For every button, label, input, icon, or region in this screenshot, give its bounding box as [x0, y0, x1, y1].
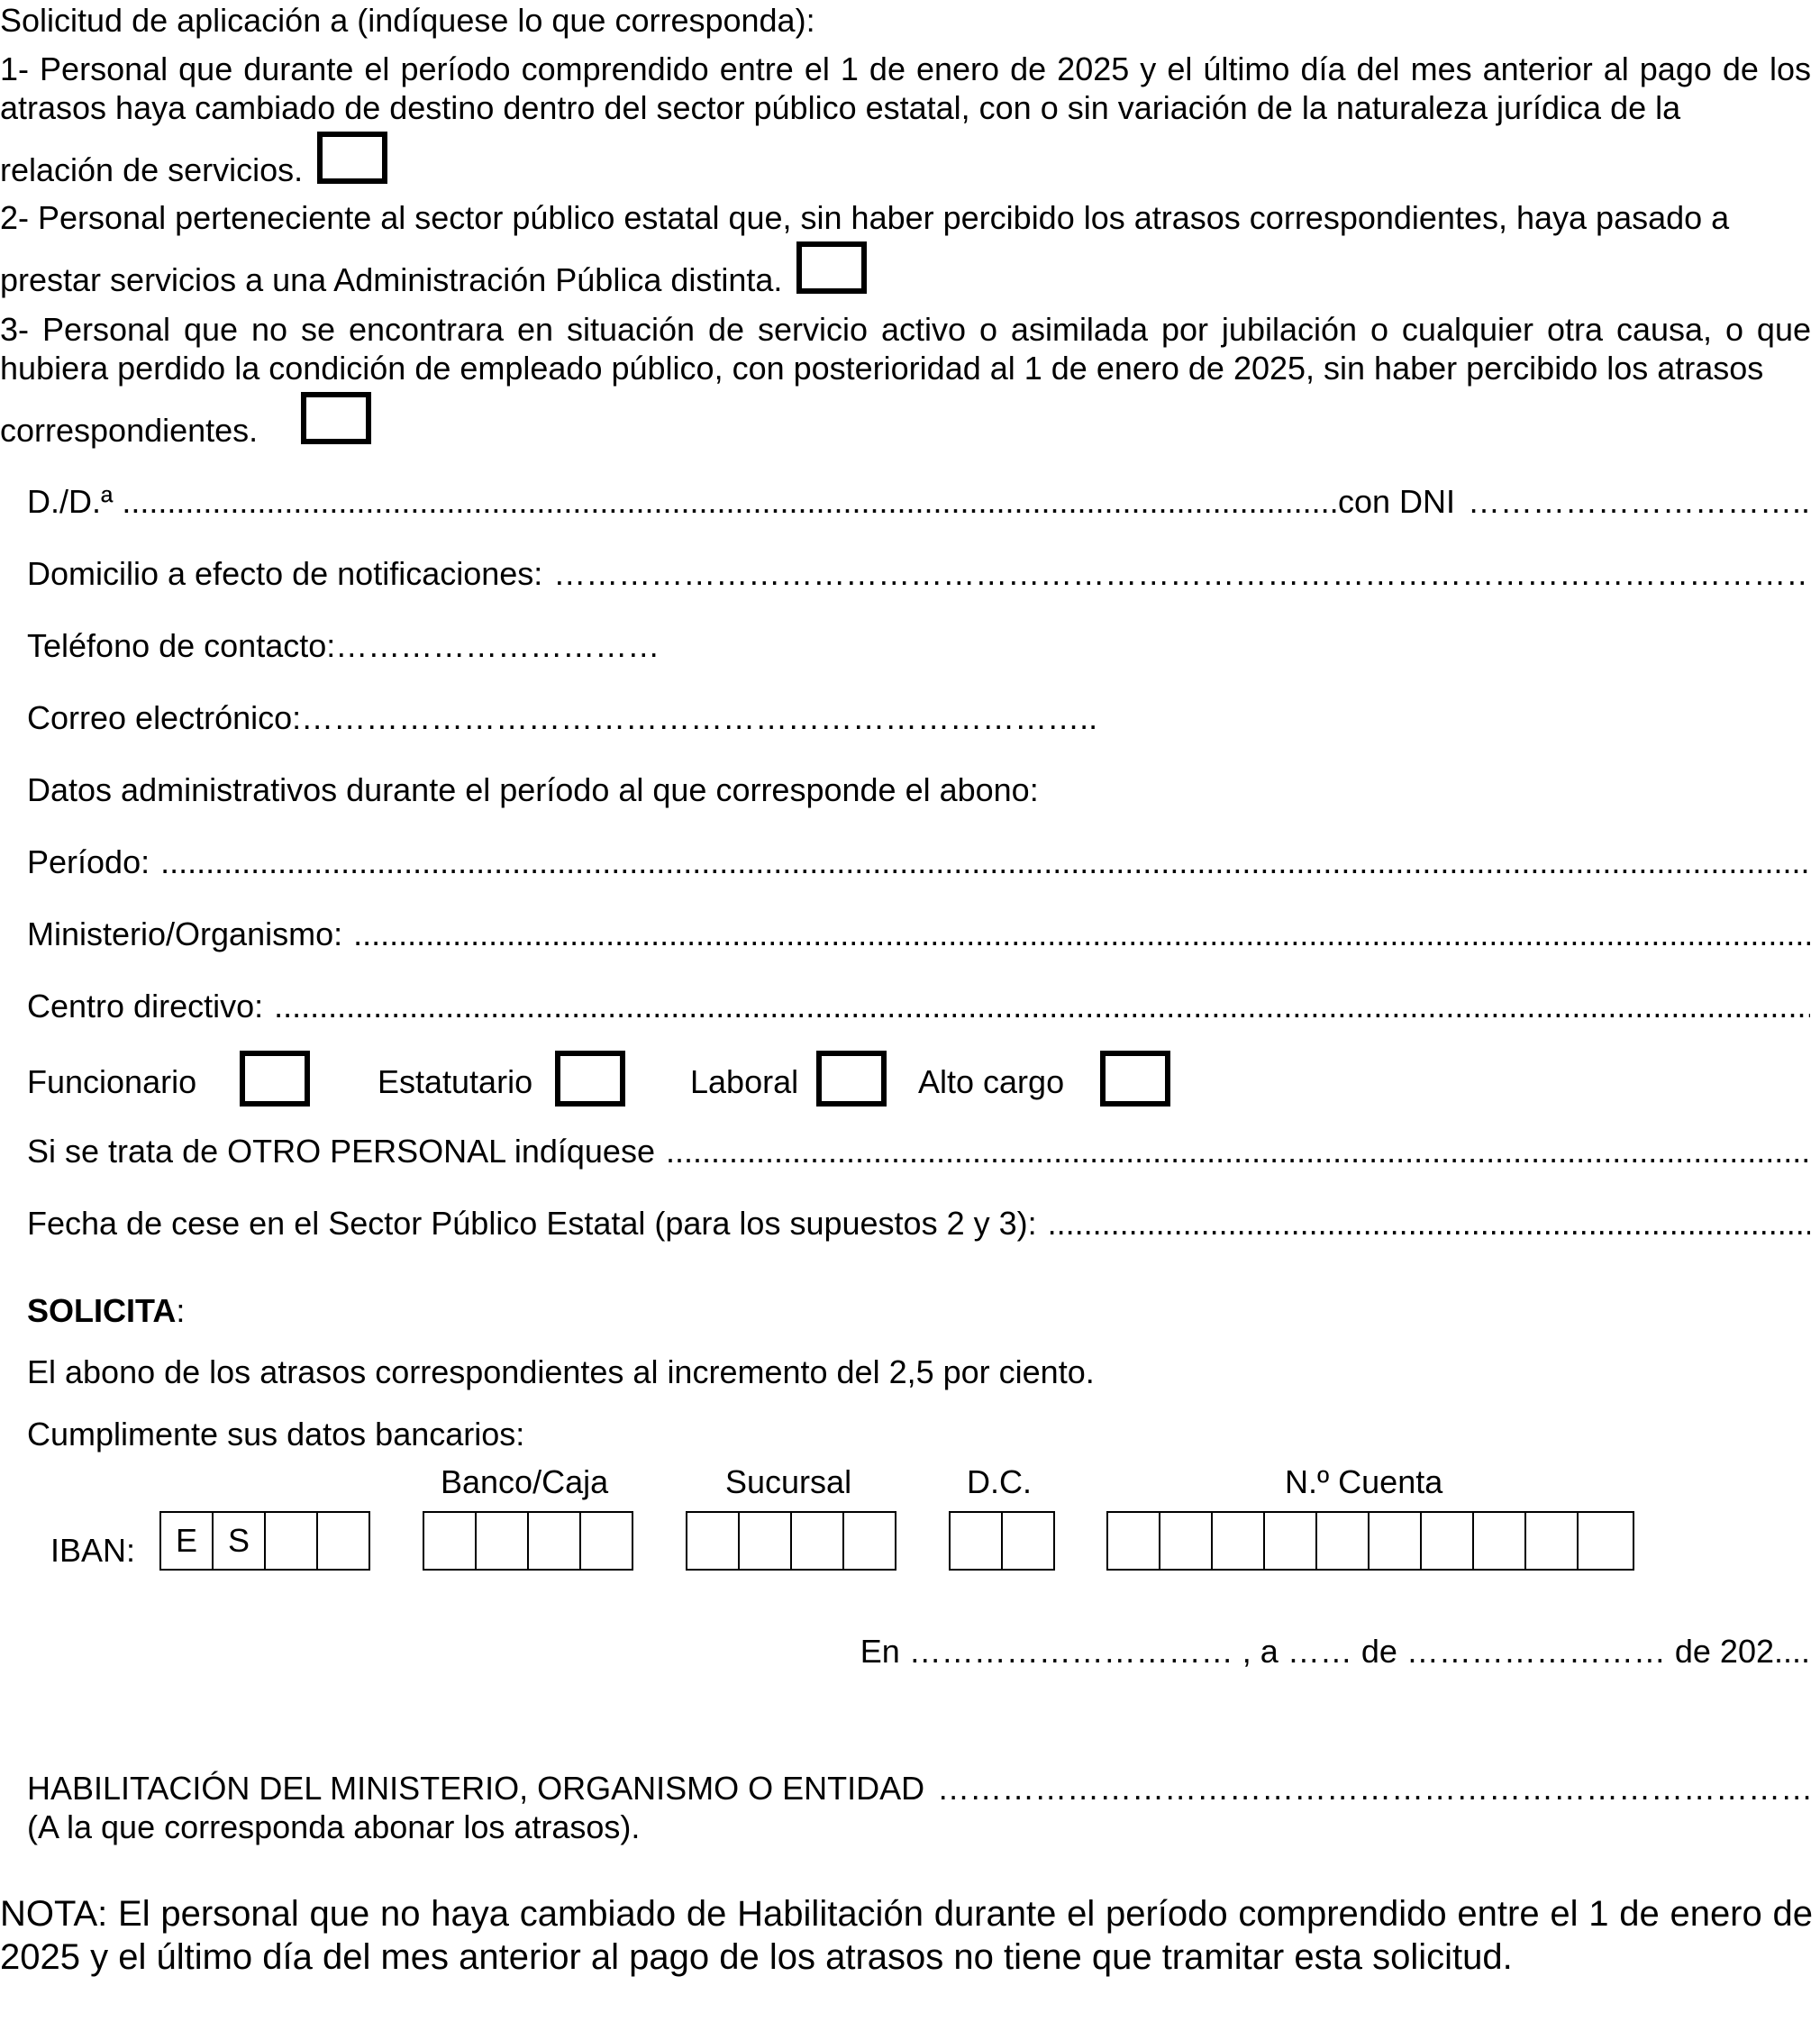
option-2-text: 2- Personal perteneciente al sector público estatal que, sin haber percibido los atrasos correspondientes, haya pasado a [0, 199, 1730, 236]
sucursal-cell[interactable] [790, 1513, 842, 1569]
banco-cell[interactable] [475, 1513, 527, 1569]
fecha-cese-line [27, 1203, 1810, 1244]
iban-country-group [159, 1511, 370, 1571]
option-1-text: 1- Personal que durante el período comprendido entre el 1 de enero de 2025 y el último día del mes anterior al pago de los atrasos haya cambiado de destino dentro del sector público estatal, con o sin variación de la naturaleza jurídica de la [0, 50, 1811, 126]
banco-cell[interactable] [424, 1513, 475, 1569]
domicilio-field[interactable] [542, 553, 1810, 595]
otro-personal-field[interactable] [655, 1131, 1810, 1172]
cuenta-cell[interactable] [1263, 1513, 1315, 1569]
solicita-heading-line [27, 1290, 185, 1332]
bank-header-banco: Banco/Caja [441, 1463, 609, 1500]
iban-cell[interactable] [316, 1513, 369, 1569]
role-funcionario-label: Funcionario [27, 1063, 197, 1100]
option-2-checkbox[interactable] [796, 241, 867, 294]
role-laboral-label: Laboral [690, 1063, 799, 1100]
periodo-line [27, 842, 1810, 883]
cuenta-cell[interactable] [1315, 1513, 1368, 1569]
cuenta-cell[interactable] [1368, 1513, 1420, 1569]
ministerio-label: Ministerio/Organismo: [27, 915, 343, 952]
option-3-checkbox[interactable] [301, 392, 371, 444]
dni-field[interactable]: ………………………….. [1467, 483, 1810, 520]
sucursal-cell[interactable] [738, 1513, 790, 1569]
role-alto-cargo-checkbox[interactable] [1100, 1051, 1170, 1107]
role-laboral-checkbox[interactable] [816, 1051, 887, 1107]
telefono-line [27, 625, 660, 667]
role-alto-cargo-label: Alto cargo [918, 1063, 1065, 1100]
otro-personal-label: Si se trata de OTRO PERSONAL indíquese [27, 1133, 655, 1170]
option-2 [0, 198, 1811, 299]
iban-cell[interactable] [264, 1513, 316, 1569]
bank-prompt: Cumplimente sus datos bancarios: [27, 1416, 525, 1453]
name-field[interactable] [113, 481, 1338, 523]
solicita-heading: SOLICITA [27, 1292, 177, 1329]
telefono-label: Teléfono de contacto: [27, 627, 336, 664]
habilitacion-field[interactable] [924, 1768, 1810, 1809]
banco-cell[interactable] [527, 1513, 579, 1569]
dc-cell[interactable] [951, 1513, 1001, 1569]
role-estatutario-label: Estatutario [378, 1063, 533, 1100]
option-1-tail: relación de servicios. [0, 151, 304, 188]
option-2-tail: prestar servicios a una Administración Pública distinta. [0, 261, 783, 298]
centro-label: Centro directivo: [27, 988, 264, 1025]
name-dni-line [27, 481, 1810, 523]
ministerio-line [27, 914, 1810, 955]
bank-header-dc: D.C. [967, 1463, 1032, 1500]
otro-personal-line [27, 1131, 1810, 1172]
bank-header-sucursal: Sucursal [725, 1463, 852, 1500]
datos-admin-heading: Datos administrativos durante el período al que corresponde el abono: [27, 771, 1039, 808]
option-3 [0, 310, 1811, 450]
telefono-field[interactable]: ………………………… [335, 627, 660, 664]
fecha-cese-label: Fecha de cese en el Sector Público Estatal (para los supuestos 2 y 3): [27, 1205, 1037, 1242]
banco-cell[interactable] [579, 1513, 632, 1569]
place-date-line[interactable]: En ………………………… , a …… de …………………… de 202.... [860, 1633, 1810, 1670]
centro-line [27, 986, 1810, 1027]
iban-label: IBAN: [50, 1532, 136, 1569]
habilitacion-line [27, 1768, 1810, 1809]
domicilio-line [27, 553, 1810, 595]
sucursal-cell[interactable] [842, 1513, 895, 1569]
solicita-text: El abono de los atrasos correspondientes al incremento del 2,5 por ciento. [27, 1353, 1095, 1390]
cuenta-cell[interactable] [1108, 1513, 1159, 1569]
correo-field[interactable]: ……………………………………………………………….. [301, 699, 1098, 736]
iban-dc-group [949, 1511, 1055, 1571]
cuenta-cell[interactable] [1577, 1513, 1629, 1569]
periodo-field[interactable] [150, 842, 1810, 883]
habilitacion-note: (A la que corresponda abonar los atrasos). [27, 1808, 641, 1845]
cuenta-cell[interactable] [1524, 1513, 1577, 1569]
sucursal-cell[interactable] [687, 1513, 738, 1569]
ministerio-field[interactable] [342, 914, 1810, 955]
iban-cuenta-group [1106, 1511, 1634, 1571]
bank-header-cuenta: N.º Cuenta [1285, 1463, 1443, 1500]
option-1 [0, 50, 1811, 189]
iban-sucursal-group [686, 1511, 896, 1571]
option-3-tail: correspondientes. [0, 412, 259, 449]
periodo-label: Período: [27, 843, 150, 880]
form-instruction-heading: Solicitud de aplicación a (indíquese lo que corresponda): [0, 2, 815, 39]
cuenta-cell[interactable] [1420, 1513, 1472, 1569]
correo-line [27, 697, 1097, 739]
role-estatutario-checkbox[interactable] [555, 1051, 625, 1107]
dc-cell[interactable] [1001, 1513, 1053, 1569]
habilitacion-label: HABILITACIÓN DEL MINISTERIO, ORGANISMO O ENTIDAD [27, 1770, 925, 1807]
name-label: D./D.ª [27, 483, 114, 520]
option-1-checkbox[interactable] [317, 132, 387, 184]
correo-label: Correo electrónico: [27, 699, 302, 736]
iban-cell: E [175, 1522, 197, 1559]
dni-label: con DNI [1337, 483, 1455, 520]
cuenta-cell[interactable] [1159, 1513, 1211, 1569]
centro-field[interactable] [263, 986, 1810, 1027]
footer-note: NOTA: El personal que no haya cambiado de Habilitación durante el período comprendido entre el 1 de enero de 2025 y el último día del mes anterior al pago de los atrasos no tiene que tramitar esta solicitud. [0, 1894, 1813, 1977]
fecha-cese-field[interactable] [1037, 1203, 1810, 1244]
cuenta-cell[interactable] [1211, 1513, 1263, 1569]
solicita-colon: : [176, 1292, 186, 1329]
cuenta-cell[interactable] [1472, 1513, 1524, 1569]
iban-banco-group [423, 1511, 633, 1571]
iban-cell: S [212, 1513, 264, 1569]
role-funcionario-checkbox[interactable] [240, 1051, 310, 1107]
option-3-text: 3- Personal que no se encontrara en situación de servicio activo o asimilada por jubilación o cualquier otra causa, o que hubiera perdido la condición de empleado público, con posterioridad al 1 de enero de 2025, sin haber percibido los atrasos [0, 311, 1811, 387]
domicilio-label: Domicilio a efecto de notificaciones: [27, 555, 543, 592]
